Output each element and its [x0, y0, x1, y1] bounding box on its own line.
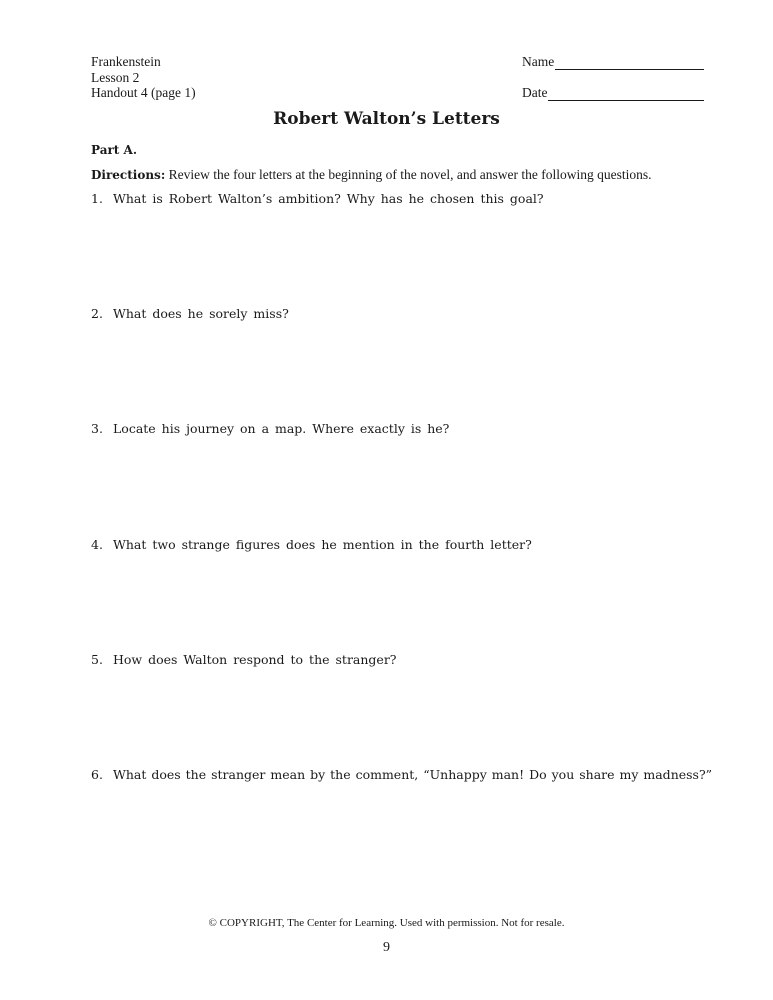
- directions: [91, 167, 711, 183]
- question-text: What does the stranger mean by the comment, “Unhappy man! Do you share my madness?”: [113, 767, 713, 782]
- question-text: How does Walton respond to the stranger?: [113, 652, 397, 667]
- question-number: 6.: [91, 767, 103, 782]
- header-left: [91, 54, 196, 101]
- question-number: 5.: [91, 652, 103, 667]
- page-number: 9: [383, 940, 390, 955]
- question-6: [91, 767, 711, 782]
- page-title: Robert Walton’s Letters: [273, 109, 500, 129]
- question-2: [91, 306, 711, 321]
- question-text: What two strange figures does he mention in the fourth letter?: [113, 537, 532, 552]
- header-book-title: Frankenstein: [91, 54, 161, 69]
- question-number: 4.: [91, 537, 103, 552]
- name-field: [522, 54, 704, 70]
- name-label: Name: [522, 54, 555, 69]
- question-3: [91, 421, 711, 436]
- copyright-footer: © COPYRIGHT, The Center for Learning. Used with permission. Not for resale.: [208, 917, 565, 929]
- header-lesson: Lesson 2: [91, 69, 140, 85]
- question-number: 3.: [91, 421, 103, 436]
- question-5: [91, 652, 711, 667]
- directions-text: Review the four letters at the beginning of the novel, and answer the following questions.: [165, 167, 652, 182]
- question-4: [91, 537, 711, 552]
- question-text: What is Robert Walton’s ambition? Why has he chosen this goal?: [113, 191, 544, 206]
- question-1: [91, 191, 711, 206]
- name-blank-line: [555, 57, 704, 70]
- directions-label: Directions:: [91, 168, 166, 182]
- question-number: 2.: [91, 306, 103, 321]
- date-field: [522, 85, 704, 101]
- date-label: Date: [522, 85, 548, 100]
- question-number: 1.: [91, 191, 103, 206]
- date-blank-line: [548, 88, 704, 101]
- question-text: Locate his journey on a map. Where exactly is he?: [113, 421, 450, 436]
- header-handout: Handout 4 (page 1): [91, 85, 196, 100]
- header-right: [522, 54, 704, 101]
- part-label: Part A.: [91, 143, 138, 157]
- question-text: What does he sorely miss?: [113, 306, 289, 321]
